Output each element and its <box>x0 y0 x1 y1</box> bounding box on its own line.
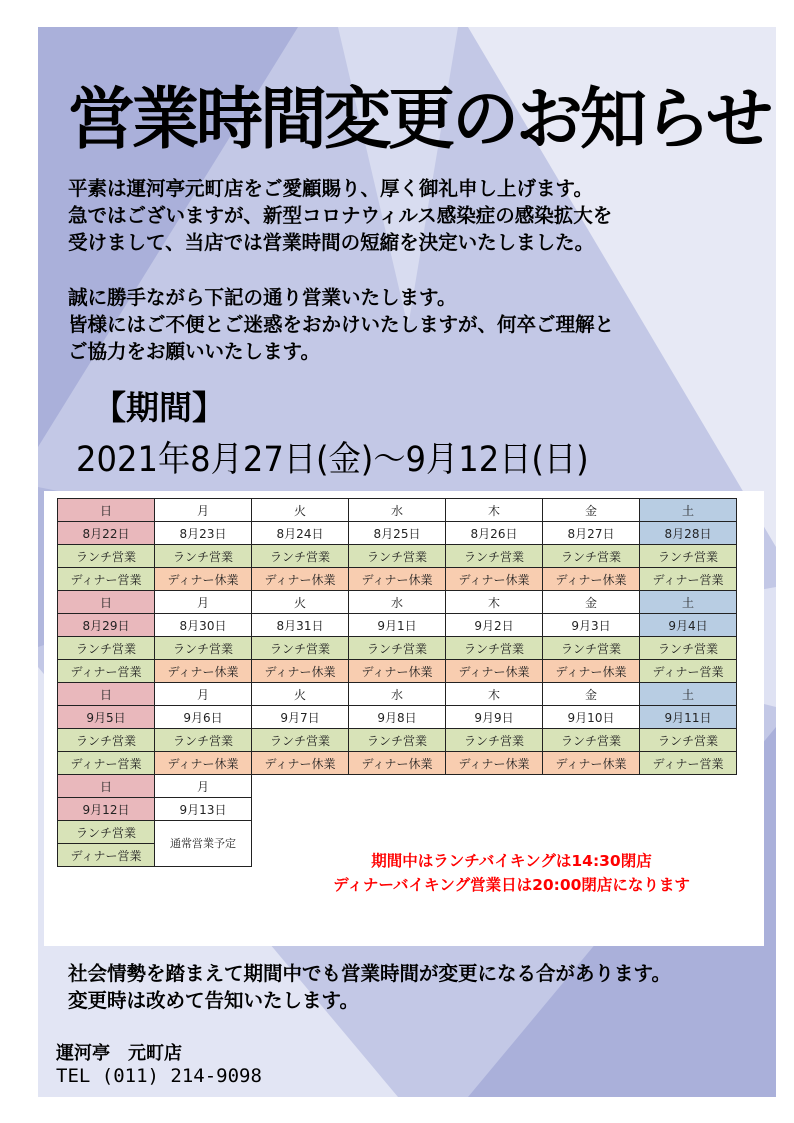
date-row <box>58 614 737 637</box>
date-cell: 9月3日 <box>543 614 640 637</box>
date-cell: 9月5日 <box>58 706 155 729</box>
lunch-cell: ランチ営業 <box>543 637 640 660</box>
intro-paragraph <box>68 175 768 256</box>
dinner-cell: ディナー休業 <box>252 660 349 683</box>
date-cell: 8月31日 <box>252 614 349 637</box>
schedule-panel <box>44 491 764 946</box>
date-cell: 9月10日 <box>543 706 640 729</box>
shop-name: 運河亭 元町店 <box>56 1043 182 1064</box>
dinner-cell: ディナー休業 <box>155 660 252 683</box>
weekday-cell: 水 <box>349 683 446 706</box>
date-cell: 8月27日 <box>543 522 640 545</box>
weekday-cell: 火 <box>252 591 349 614</box>
weekday-cell: 木 <box>446 591 543 614</box>
date-row <box>58 706 737 729</box>
date-cell: 9月4日 <box>640 614 737 637</box>
date-cell: 9月11日 <box>640 706 737 729</box>
poster-background <box>38 27 776 1097</box>
lunch-row <box>58 821 737 844</box>
schedule-table <box>57 498 737 867</box>
lunch-cell: ランチ営業 <box>543 729 640 752</box>
weekday-row <box>58 775 737 798</box>
dinner-cell: ディナー休業 <box>349 752 446 775</box>
phone-number: TEL (011) 214-9098 <box>56 1065 262 1087</box>
dinner-cell: ディナー営業 <box>58 844 155 867</box>
date-cell: 8月29日 <box>58 614 155 637</box>
dinner-cell: ディナー休業 <box>446 752 543 775</box>
weekday-cell: 金 <box>543 683 640 706</box>
date-cell: 8月23日 <box>155 522 252 545</box>
page-title: 営業時間変更のお知らせ <box>68 80 770 158</box>
lunch-cell: ランチ営業 <box>252 545 349 568</box>
weekday-cell: 土 <box>640 591 737 614</box>
dinner-row <box>58 568 737 591</box>
date-cell: 9月6日 <box>155 706 252 729</box>
request-paragraph <box>68 284 768 365</box>
date-cell: 8月28日 <box>640 522 737 545</box>
notice-line: 期間中はランチバイキングは14:30閉店 <box>371 852 652 870</box>
lunch-cell: ランチ営業 <box>58 729 155 752</box>
dinner-cell: ディナー休業 <box>543 752 640 775</box>
date-cell: 9月12日 <box>58 798 155 821</box>
period-dates: 2021年8月27日(金)～9月12日(日) <box>76 440 589 480</box>
weekday-cell: 日 <box>58 683 155 706</box>
lunch-cell: ランチ営業 <box>155 729 252 752</box>
weekday-cell: 月 <box>155 683 252 706</box>
intro-line: 受けまして、当店では営業時間の短縮を決定いたしました。 <box>68 231 595 254</box>
lunch-cell: ランチ営業 <box>640 729 737 752</box>
lunch-cell: ランチ営業 <box>446 637 543 660</box>
weekday-cell: 金 <box>543 591 640 614</box>
lunch-row <box>58 637 737 660</box>
date-row <box>58 798 737 821</box>
weekday-cell: 火 <box>252 499 349 522</box>
lunch-cell: ランチ営業 <box>446 729 543 752</box>
lunch-cell: ランチ営業 <box>640 545 737 568</box>
weekday-cell: 月 <box>155 499 252 522</box>
request-line: 皆様にはご不便とご迷惑をおかけいたしますが、何卒ご理解と <box>68 313 615 336</box>
weekday-cell: 火 <box>252 683 349 706</box>
empty-cell <box>252 798 737 821</box>
dinner-cell: ディナー営業 <box>640 660 737 683</box>
weekday-cell: 金 <box>543 499 640 522</box>
date-cell: 9月9日 <box>446 706 543 729</box>
lunch-cell: ランチ営業 <box>252 637 349 660</box>
weekday-cell: 日 <box>58 499 155 522</box>
weekday-cell: 木 <box>446 683 543 706</box>
dinner-cell: ディナー休業 <box>252 752 349 775</box>
notice-line: ディナーバイキング営業日は20:00閉店になります <box>333 876 690 894</box>
period-label: 【期間】 <box>93 388 225 427</box>
weekday-cell: 日 <box>58 775 155 798</box>
weekday-row <box>58 683 737 706</box>
lunch-cell: ランチ営業 <box>155 637 252 660</box>
normal-hours-cell: 通常営業予定 <box>155 821 252 867</box>
empty-cell <box>252 775 737 798</box>
weekday-row <box>58 499 737 522</box>
lunch-row <box>58 545 737 568</box>
weekday-cell: 水 <box>349 591 446 614</box>
dinner-cell: ディナー営業 <box>640 752 737 775</box>
date-cell: 8月25日 <box>349 522 446 545</box>
dinner-cell: ディナー営業 <box>640 568 737 591</box>
dinner-cell: ディナー休業 <box>155 752 252 775</box>
date-cell: 9月2日 <box>446 614 543 637</box>
lunch-row <box>58 729 737 752</box>
weekday-row <box>58 591 737 614</box>
date-cell: 8月30日 <box>155 614 252 637</box>
intro-line: 急ではございますが、新型コロナウィルス感染症の感染拡大を <box>68 204 613 227</box>
weekday-cell: 月 <box>155 591 252 614</box>
dinner-cell: ディナー休業 <box>155 568 252 591</box>
date-cell: 8月24日 <box>252 522 349 545</box>
weekday-cell: 木 <box>446 499 543 522</box>
weekday-cell: 月 <box>155 775 252 798</box>
closing-time-notice <box>269 849 754 897</box>
lunch-cell: ランチ営業 <box>58 545 155 568</box>
lunch-cell: ランチ営業 <box>349 637 446 660</box>
date-cell: 9月8日 <box>349 706 446 729</box>
dinner-cell: ディナー休業 <box>252 568 349 591</box>
lunch-cell: ランチ営業 <box>640 637 737 660</box>
date-cell: 9月7日 <box>252 706 349 729</box>
lunch-cell: ランチ営業 <box>58 637 155 660</box>
dinner-cell: ディナー休業 <box>446 568 543 591</box>
weekday-cell: 水 <box>349 499 446 522</box>
weekday-cell: 土 <box>640 499 737 522</box>
footer-line: 変更時は改めて告知いたします。 <box>68 989 359 1012</box>
dinner-cell: ディナー休業 <box>349 568 446 591</box>
date-row <box>58 522 737 545</box>
dinner-cell: ディナー営業 <box>58 752 155 775</box>
date-cell: 9月1日 <box>349 614 446 637</box>
weekday-cell: 土 <box>640 683 737 706</box>
dinner-row <box>58 660 737 683</box>
footer-line: 社会情勢を踏まえて期間中でも営業時間が変更になる合があります。 <box>68 962 671 985</box>
lunch-cell: ランチ営業 <box>349 729 446 752</box>
lunch-cell: ランチ営業 <box>543 545 640 568</box>
dinner-cell: ディナー休業 <box>349 660 446 683</box>
intro-line: 平素は運河亭元町店をご愛顧賜り、厚く御礼申し上げます。 <box>68 177 593 200</box>
lunch-cell: ランチ営業 <box>446 545 543 568</box>
footer-paragraph <box>68 960 768 1014</box>
request-line: 誠に勝手ながら下記の通り営業いたします。 <box>68 286 457 309</box>
dinner-cell: ディナー休業 <box>543 568 640 591</box>
empty-cell <box>252 821 737 844</box>
lunch-cell: ランチ営業 <box>349 545 446 568</box>
date-cell: 9月13日 <box>155 798 252 821</box>
weekday-cell: 日 <box>58 591 155 614</box>
lunch-cell: ランチ営業 <box>155 545 252 568</box>
date-cell: 8月26日 <box>446 522 543 545</box>
dinner-row <box>58 752 737 775</box>
dinner-cell: ディナー営業 <box>58 660 155 683</box>
dinner-cell: ディナー休業 <box>543 660 640 683</box>
lunch-cell: ランチ営業 <box>252 729 349 752</box>
lunch-cell: ランチ営業 <box>58 821 155 844</box>
request-line: ご協力をお願いいたします。 <box>68 340 320 363</box>
date-cell: 8月22日 <box>58 522 155 545</box>
dinner-cell: ディナー営業 <box>58 568 155 591</box>
dinner-cell: ディナー休業 <box>446 660 543 683</box>
